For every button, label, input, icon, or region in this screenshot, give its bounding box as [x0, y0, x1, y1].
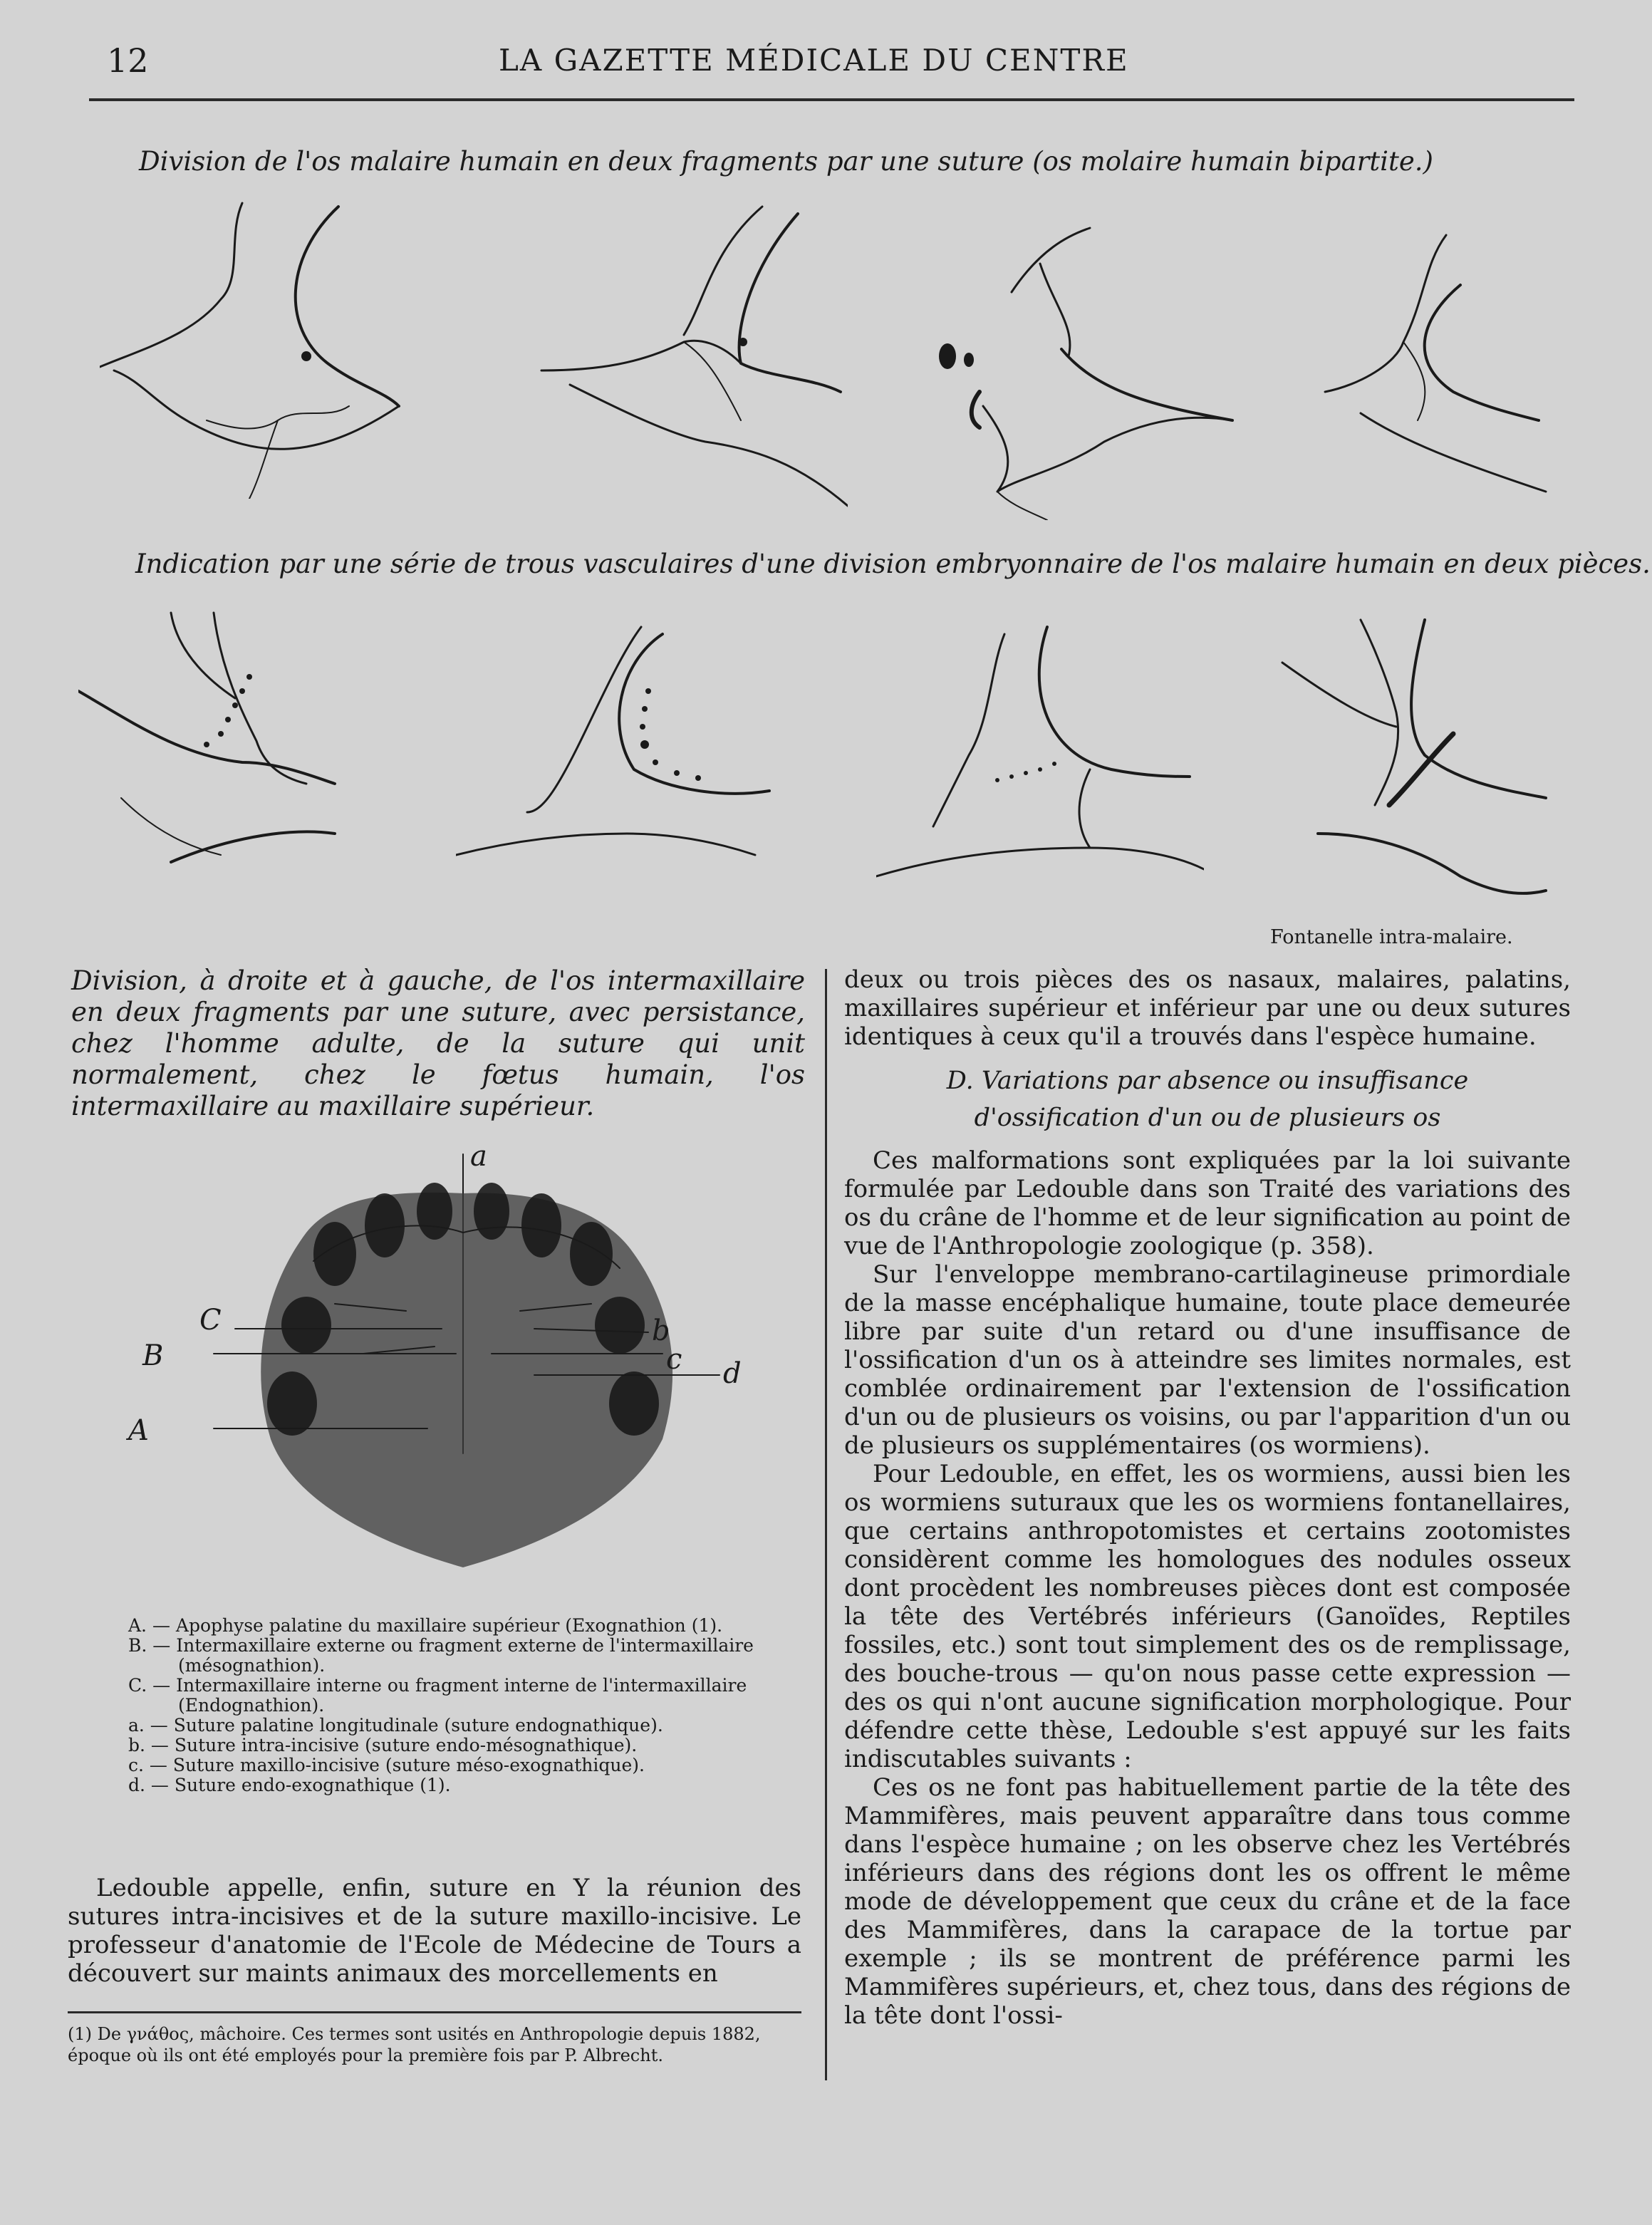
section-title-line1: D. Variations par absence ou insuffisance [946, 1067, 1469, 1095]
intermaxillary-caption: Division, à droite et à gauche, de l'os intermaxillaire en deux fragments par une suture, avec persistance, chez l'homme adulte, de la suture qui unit normalement, chez le fœtus humain, l'os intermaxillaire au maxillaire supérieur. [71, 965, 805, 1121]
header-rule [89, 98, 1574, 101]
label-A: A [128, 1414, 149, 1447]
right-intro: deux ou trois pièces des os nasaux, malaires, palatins, maxillaires supérieur et inférieur par une ou deux sutures identiques à ceux qu'il a trouvés dans l'espèce humaine. [844, 965, 1571, 1051]
malar-bone-figure-2 [527, 192, 848, 520]
section-title [844, 1067, 1571, 1132]
label-d: d [723, 1357, 742, 1390]
page-number: 12 [107, 41, 149, 80]
journal-title: LA GAZETTE MÉDICALE DU CENTRE [499, 43, 1129, 78]
malar-bone-figure-4 [1318, 228, 1553, 513]
malar-vascular-figure-3 [876, 613, 1204, 883]
legend-item: A. — Apophyse palatine du maxillaire supérieur (Exognathion (1). [128, 1615, 723, 1636]
column-divider [825, 969, 827, 2080]
label-b: b [652, 1314, 670, 1347]
palate-figure [121, 1140, 762, 1596]
malar-bone-figure-1 [100, 192, 413, 499]
right-paragraph-4: Ces os ne font pas habituellement partie de la tête des Mammifères, mais peuvent apparaître dans tous comme dans l'espèce humaine ; on les observe chez les Vertébrés inférieurs dans des régions dont les os offrent le même mode de développement que ceux du crâne et de la face des Mammifères, dans la carapace de la tortue par exemple ; ils se montrent de préférence parmi les Mammifères supérieurs, et, chez tous, dans des régions de la tête dont l'ossi- [844, 1773, 1571, 2030]
label-c: c [666, 1343, 682, 1376]
fontanelle-label: Fontanelle intra-malaire. [1270, 926, 1513, 948]
figure-legend [128, 1616, 769, 1795]
figure-caption-row2: Indication par une série de trous vasculaires d'une division embryonnaire de l'os malaire humain en deux pièces. [135, 549, 1651, 579]
label-B: B [142, 1339, 164, 1372]
label-C: C [199, 1304, 222, 1337]
malar-bone-figure-3 [919, 221, 1254, 520]
section-title-line2: d'ossification d'un ou de plusieurs os [974, 1104, 1441, 1132]
malar-fontanelle-figure [1275, 606, 1560, 905]
legend-item: B. — Intermaxillaire externe ou fragment externe de l'intermaxillaire (mésognathion). [128, 1635, 754, 1676]
legend-item: a. — Suture palatine longitudinale (suture endognathique). [128, 1715, 663, 1736]
footnote: (1) De γνάθος, mâchoire. Ces termes sont usités en Anthropologie depuis 1882, époque où ils ont été employés pour la première fois par P. Albrecht. [68, 2024, 761, 2065]
figure-caption-row1: Division de l'os malaire humain en deux fragments par une suture (os molaire humain bipartite.) [139, 146, 1433, 177]
right-paragraph-3: Pour Ledouble, en effet, les os wormiens, aussi bien les os wormiens suturaux que les os wormiens fontanellaires, que certains anthropotomistes et certains zootomistes considèrent comme les homologues des nodules osseux dont procèdent les nombreuses pièces dont est composée la tête des Vertébrés inférieurs (Ganoïdes, Reptiles fossiles, etc.) sont tout simplement des os de remplissage, des bouche-trous — qu'on nous passe cette expression — des os qui n'ont aucune signification morphologique. Pour défendre cette thèse, Ledouble s'est appuyé sur les faits indiscutables suivants : [844, 1460, 1571, 1773]
legend-item: b. — Suture intra-incisive (suture endo-mésognathique). [128, 1735, 638, 1755]
malar-vascular-figure-1 [78, 598, 363, 883]
legend-item: C. — Intermaxillaire interne ou fragment interne de l'intermaxillaire (Endognathion). [128, 1675, 747, 1716]
left-column-text [68, 1874, 801, 1988]
label-a: a [470, 1140, 487, 1173]
malar-vascular-figure-2 [456, 620, 784, 876]
legend-item: d. — Suture endo-exognathique (1). [128, 1775, 451, 1795]
right-paragraph-1: Ces malformations sont expliquées par la loi suivante formulée par Ledouble dans son Traité des variations des os du crâne de l'homme et de leur signification au point de vue de l'Anthropologie zoologique (p. 358). [844, 1146, 1571, 1260]
footnote-rule [68, 2011, 801, 2013]
right-paragraph-2: Sur l'enveloppe membrano-cartilagineuse primordiale de la masse encéphalique humaine, toute place demeurée libre par suite d'un retard ou d'une insuffisance de l'ossification d'un os à atteindre ses limites normales, est comblée ordinairement par l'extension de l'ossification d'un ou de plusieurs os voisins, ou par l'apparition d'un ou de plusieurs os supplémentaires (os wormiens). [844, 1260, 1571, 1460]
legend-item: c. — Suture maxillo-incisive (suture méso-exognathique). [128, 1755, 645, 1775]
right-column-text [844, 965, 1571, 2030]
left-paragraph: Ledouble appelle, enfin, suture en Y la réunion des sutures intra-incisives et de la suture maxillo-incisive. Le professeur d'anatomie de l'Ecole de Médecine de Tours a découvert sur maints animaux des morcellements en [68, 1874, 801, 1988]
